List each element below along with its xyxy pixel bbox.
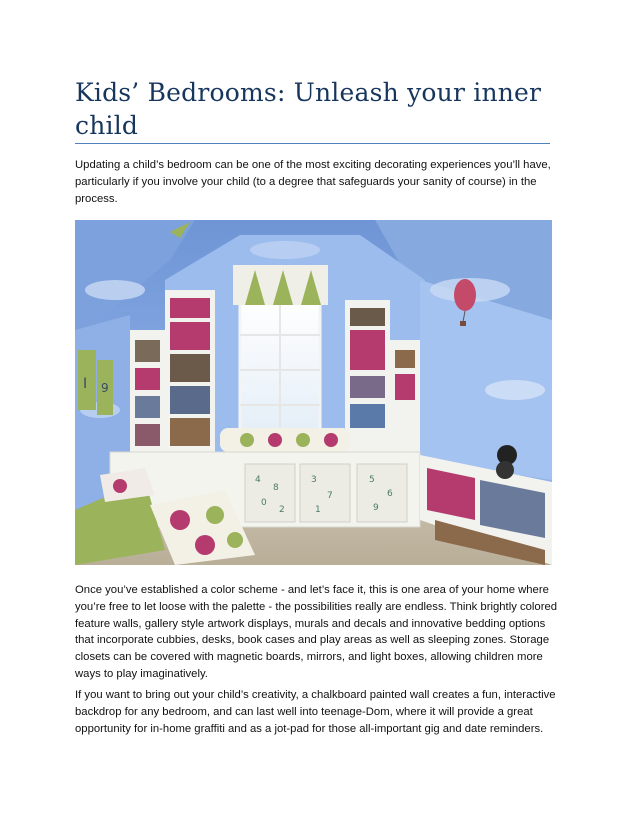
door-number: 5 [369, 475, 375, 485]
door-number: 2 [279, 505, 285, 515]
page-title: Kids’ Bedrooms: Unleash your inner child [75, 78, 542, 140]
door-number: 9 [373, 503, 379, 513]
title-underline [75, 143, 550, 144]
door-number: 6 [387, 489, 393, 499]
door-number: 3 [311, 475, 317, 485]
door-number: 0 [261, 498, 267, 508]
wall-letter: I [83, 376, 88, 392]
door-number: 8 [273, 483, 279, 493]
chalkboard-paragraph: If you want to bring out your child’s creativity, a chalkboard painted wall creates a fun, interactive backdrop for any bedroom, and can last well into teenage-Dom, where it will provide a great opportunity for in-home graffiti and as a jot-pad for those all-important gig and date reminders. [75, 689, 556, 735]
door-number: 7 [327, 491, 333, 501]
door-number: 1 [315, 505, 321, 515]
bedroom-photo [75, 220, 552, 565]
wall-letter: 9 [101, 381, 109, 395]
intro-paragraph: Updating a child’s bedroom can be one of the most exciting decorating experiences you’ll have, particularly if you involve your child (to a degree that safeguards your sanity of course) in the process. [75, 159, 551, 205]
color-scheme-paragraph: Once you’ve established a color scheme - and let’s face it, this is one area of your home where you’re free to let loose with the palette - the possibilities really are endless. Think brightly colored feature walls, gallery style artwork displays, murals and decals and innovative bedding options that incorporate cubbies, desks, book cases and play areas as well as sleeping zones. Storage closets can be covered with magnetic boards, mirrors, and light boxes, allowing children more ways to play imaginatively. [75, 584, 558, 680]
door-number: 4 [255, 475, 261, 485]
